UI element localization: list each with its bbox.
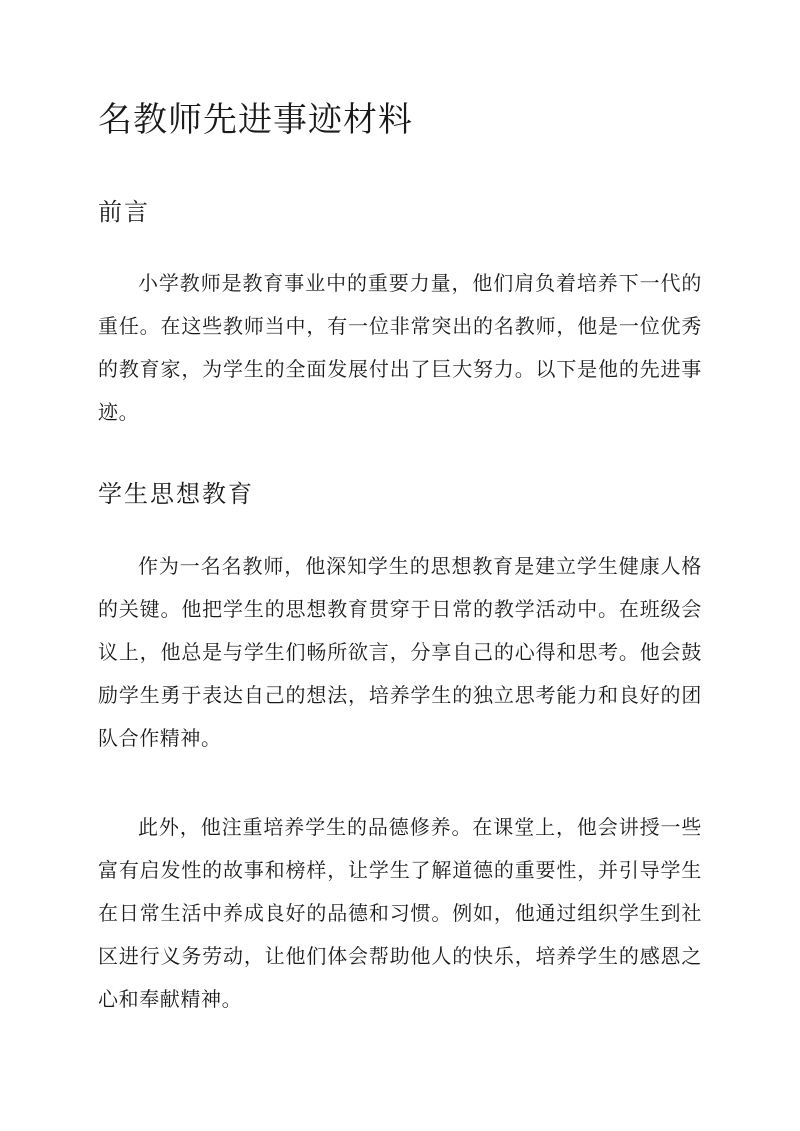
paragraph-ideological-education-2: 此外，他注重培养学生的品德修养。在课堂上，他会讲授一些富有启发性的故事和榜样，让学生了解道德的重要性，并引导学生在日常生活中养成良好的品德和习惯。例如，他通过组织学生到社区进行义务劳动，让他们体会帮助他人的快乐，培养学生的感恩之心和奉献精神。 bbox=[98, 815, 702, 1011]
section-heading-ideological-education: 学生思想教育 bbox=[98, 480, 254, 508]
document-title: 名教师先进事迹材料 bbox=[98, 100, 413, 140]
paragraph-ideological-education-1: 作为一名名教师，他深知学生的思想教育是建立学生健康人格的关键。他把学生的思想教育贯穿于日常的教学活动中。在班级会议上，他总是与学生们畅所欲言，分享自己的心得和思考。他会鼓励学生勇于表达自己的想法，培养学生的独立思考能力和良好的团队合作精神。 bbox=[98, 554, 702, 750]
section-heading-preface: 前言 bbox=[98, 198, 150, 226]
paragraph-preface: 小学教师是教育事业中的重要力量，他们肩负着培养下一代的重任。在这些教师当中，有一位非常突出的名教师，他是一位优秀的教育家，为学生的全面发展付出了巨大努力。以下是他的先进事迹。 bbox=[98, 271, 702, 424]
